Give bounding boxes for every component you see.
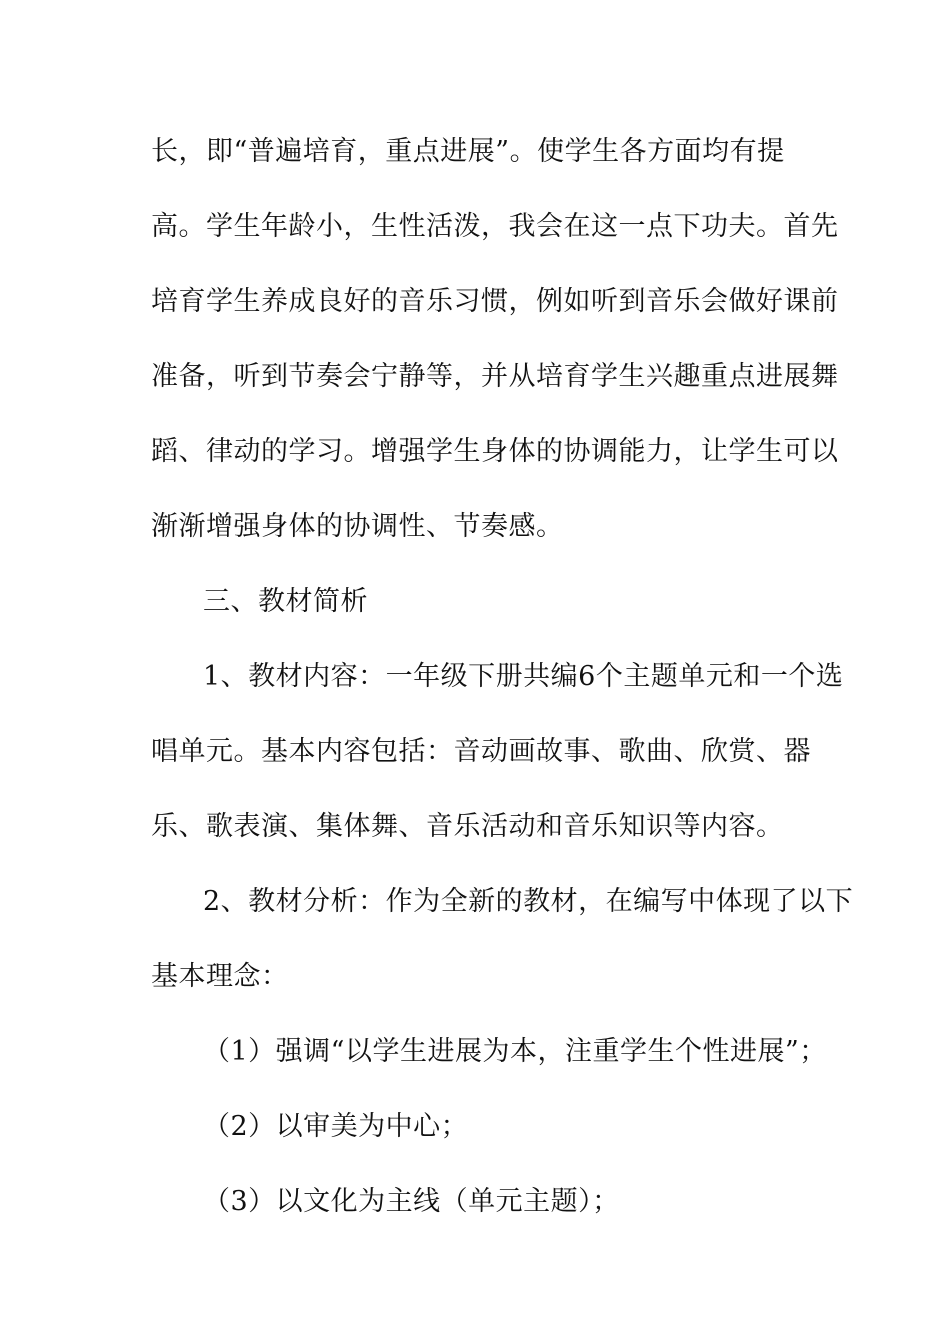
list-item: （3）以文化为主线（单元主题）； [203,1186,620,1217]
paragraph-line: 蹈、律动的学习。增强学生身体的协调能力，让学生可以 [151,436,839,467]
list-item: （1）强调“以学生进展为本，注重学生个性进展”； [203,1036,827,1067]
paragraph-line: 高。学生年龄小，生性活泼，我会在这一点下功夫。首先 [151,211,839,242]
paragraph-line: 乐、歌表演、集体舞、音乐活动和音乐知识等内容。 [151,811,784,842]
list-item: （2）以审美为中心； [203,1111,469,1142]
paragraph-line: 培育学生养成良好的音乐习惯，例如听到音乐会做好课前 [151,286,839,317]
paragraph-line: 渐渐增强身体的协调性、节奏感。 [151,511,564,542]
paragraph-line: 1、教材内容：一年级下册共编6个主题单元和一个选 [203,661,844,692]
paragraph-line: 唱单元。基本内容包括：音动画故事、歌曲、欣赏、器 [151,736,811,767]
section-heading: 三、教材简析 [203,586,368,617]
paragraph-line: 准备，听到节奏会宁静等，并从培育学生兴趣重点进展舞 [151,361,839,392]
paragraph-line: 基本理念： [151,961,289,992]
paragraph-line: 2、教材分析：作为全新的教材，在编写中体现了以下 [203,886,854,917]
paragraph-line: 长，即“普遍培育，重点进展”。使学生各方面均有提 [151,136,785,167]
